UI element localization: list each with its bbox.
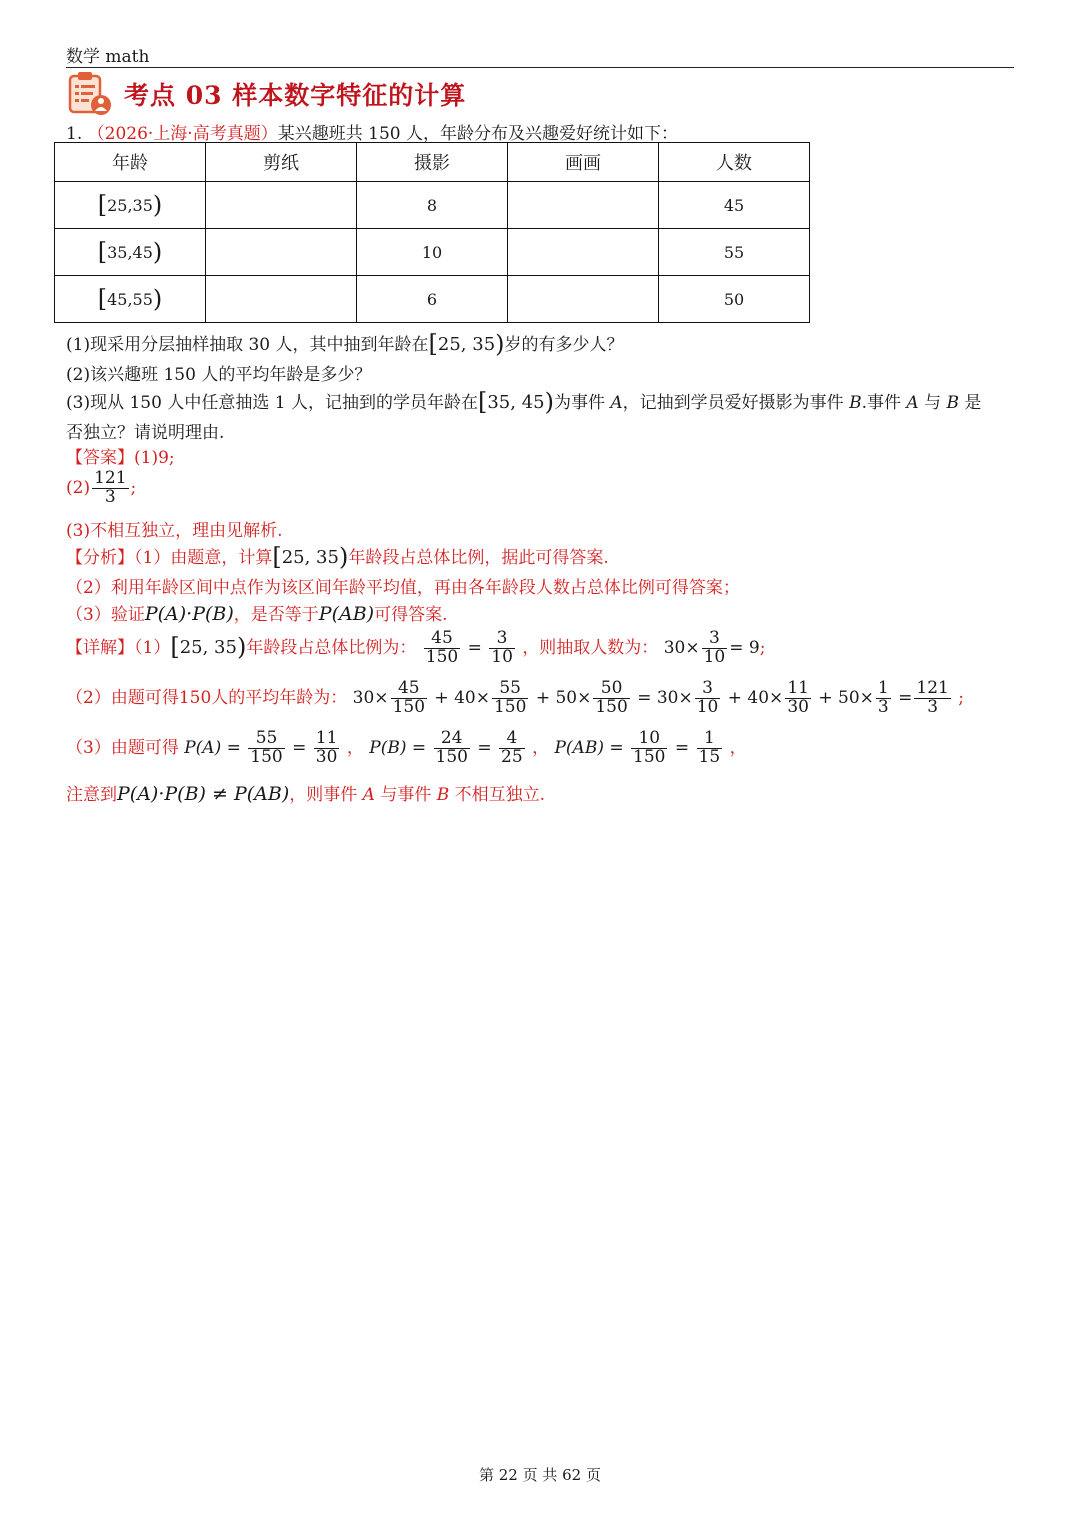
table-header-cell: 剪纸 [206,143,357,182]
question-number: 1. [66,124,83,144]
part-3: (3)现从 150 人中任意抽选 1 人，记抽到的学员年龄在[35, 45)为事件 A，记抽到学员爱好摄影为事件 B.事件 A 与 B 是 [66,388,982,416]
part-1: (1)现采用分层抽样抽取 30 人，其中抽到年龄在[25, 35)岁的有多少人？ [66,330,624,358]
header-subject: 数学 math [66,47,150,67]
table-header-cell: 画画 [508,143,659,182]
count-cell: 50 [659,276,810,323]
paper-cell [206,229,357,276]
answer-line-2: (2) $\frac{121}{3}$ ; [66,468,137,507]
table-header-row [55,143,810,182]
paper-cell [206,276,357,323]
table-row [55,229,810,276]
part-2: (2)该兴趣班 150 人的平均年龄是多少？ [66,365,372,385]
answer-line-1: 【答案】(1)9; [66,448,175,468]
age-interval-cell: [25,35) [55,182,206,229]
table-row [55,276,810,323]
analysis-line-3: （3）验证P(A)·P(B)，是否等于P(AB)可得答案. [66,603,448,625]
table-row [55,182,810,229]
count-cell: 55 [659,229,810,276]
page-footer: 第 22 页 共 62 页 [478,1466,601,1484]
clipboard-icon [66,70,112,116]
header-rule [66,67,1014,68]
table-header-cell: 人数 [659,143,810,182]
question-line [66,119,678,144]
analysis-line-2: （2）利用年龄区间中点作为该区间年龄平均值，再由各年龄段人数占总体比例可得答案； [66,578,740,598]
draw-cell [508,229,659,276]
draw-cell [508,276,659,323]
table-header-cell: 年龄 [55,143,206,182]
part-3-continued: 否独立？请说明理由. [66,423,225,443]
question-source: （2026·上海·高考真题） [87,124,278,144]
photo-cell: 6 [357,276,508,323]
paper-cell [206,182,357,229]
answer-line-3: (3)不相互独立，理由见解析. [66,521,283,541]
detail-line-1: 【详解】（1）[25, 35)年龄段占总体比例为： $\frac{45}{150}$ = $\frac{3}{10}$ ，则抽取人数为： 30× $\frac{3}{10}$ = 9; [66,628,766,667]
draw-cell [508,182,659,229]
age-interval-cell: [35,45) [55,229,206,276]
section-title: 考点 03 样本数字特征的计算 [124,81,467,110]
statistics-table [54,142,810,323]
photo-cell: 8 [357,182,508,229]
age-interval-cell: [45,55) [55,276,206,323]
table-header-cell: 摄影 [357,143,508,182]
detail-line-3: （3）由题可得 P(A) = $\frac{55}{150}$ = $\frac{11}{30}$ ， P(B) = $\frac{24}{150}$ = $\frac{4}{25}$ ， P(AB) = $\frac{10}{150}$ = $\frac{1}{15}$ ， [66,728,747,767]
detail-line-4: 注意到P(A)·P(B) ≠ P(AB)，则事件 A 与事件 B 不相互独立. [66,783,546,805]
count-cell: 45 [659,182,810,229]
analysis-line-1: 【分析】（1）由题意，计算[25, 35)年龄段占总体比例，据此可得答案. [66,543,609,571]
question-stem: 某兴趣班共 150 人，年龄分布及兴趣爱好统计如下： [277,124,678,144]
photo-cell: 10 [357,229,508,276]
detail-line-2: （2）由题可得150人的平均年龄为： 30× $\frac{45}{150}$ + 40× $\frac{55}{150}$ + 50× $\frac{50}{150}$ = 30× $\frac{3}{10}$ + 40× $\frac{11}{30}$ + 50× $\frac{1}{3}$ = $\frac{121}{3}$ ; [66,678,964,717]
